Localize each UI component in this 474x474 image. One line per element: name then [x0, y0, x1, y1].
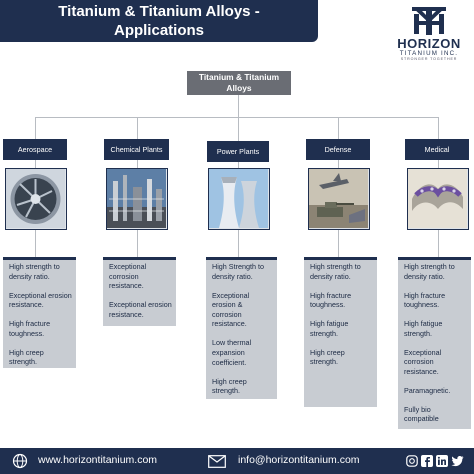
property-list-medical [398, 257, 471, 429]
connector-power-list [238, 230, 239, 257]
military-vehicles-icon [308, 168, 370, 230]
list-item: Fully bio compatible [404, 404, 439, 424]
list-item: High fatigue strength. [404, 319, 443, 338]
list-item: High creep strength. [310, 347, 345, 367]
list-item: Exceptional corrosion resistance. [109, 262, 147, 291]
list-item: Exceptional corrosion resistance. [404, 347, 442, 376]
connector-power [238, 117, 239, 141]
list-item: High fatigue strength. [310, 319, 349, 338]
list-item: High strength to density ratio. [310, 262, 361, 281]
website-link[interactable]: www.horizontitanium.com [38, 454, 158, 466]
title-line-2: Applications [113, 22, 204, 39]
twitter-icon[interactable] [451, 455, 463, 467]
connector-chemical [137, 117, 138, 139]
list-item: High fracture toughness. [404, 290, 446, 310]
property-list-aerospace [3, 257, 76, 368]
connector-medical-photo [438, 160, 439, 168]
list-item: High strength to density ratio. [9, 262, 60, 281]
property-list-chemical-plants [103, 257, 176, 326]
list-item: Low thermal expansion coefficient. [212, 338, 252, 367]
facebook-icon[interactable] [421, 455, 433, 467]
logo-monogram-icon [409, 6, 449, 36]
footer-bar [0, 448, 474, 474]
connector-root [238, 95, 239, 117]
list-item: High Strength to density ratio. [212, 262, 264, 281]
list-item: High strength to density ratio. [404, 262, 455, 281]
category-label-chemical-plants: Chemical Plants [104, 139, 169, 160]
root-node [187, 71, 291, 95]
logo-tagline: STRONGER TOGETHER [400, 57, 458, 61]
company-logo [386, 6, 472, 64]
email-link[interactable]: info@horizontitanium.com [238, 454, 360, 466]
connector-medical [438, 117, 439, 139]
jet-engine-icon [5, 168, 67, 230]
connector-aerospace [35, 117, 36, 139]
connector-defense [338, 117, 339, 139]
root-line-2: Alloys [226, 83, 252, 93]
category-label-medical: Medical [405, 139, 469, 160]
connector-horizontal [35, 117, 439, 118]
list-item: Exceptional erosion & corrosion resistance. [212, 290, 250, 329]
mail-icon [208, 455, 226, 468]
category-label-power-plants: Power Plants [207, 141, 269, 162]
list-item: High fracture toughness. [9, 319, 51, 338]
connector-chemical-photo [137, 160, 138, 168]
medical-implant-icon [407, 168, 469, 230]
title-banner [0, 0, 318, 42]
list-item: Paramagnetic. [404, 385, 451, 395]
root-line-1: Titanium & Titanium [198, 72, 280, 82]
logo-subtitle: TITANIUM INC. [399, 50, 459, 57]
list-item: High creep strength. [212, 376, 247, 396]
globe-icon [12, 453, 28, 469]
category-label-aerospace: Aerospace [3, 139, 67, 160]
connector-aerospace-photo [35, 160, 36, 168]
connector-aerospace-list [35, 230, 36, 257]
list-item: High fracture toughness. [310, 290, 352, 310]
connector-medical-list [438, 230, 439, 257]
list-item: Exceptional erosion resistance. [9, 290, 72, 310]
category-label-defense: Defense [306, 139, 370, 160]
list-item: Exceptional erosion resistance. [109, 300, 172, 319]
power-plant-icon [208, 168, 270, 230]
connector-chemical-list [137, 230, 138, 257]
linkedin-icon[interactable] [436, 455, 448, 467]
title-line-1: Titanium & Titanium Alloys - [58, 3, 260, 20]
property-list-power-plants [206, 257, 277, 399]
logo-name: HORIZON [397, 36, 461, 51]
list-item: High creep strength. [9, 347, 44, 367]
instagram-icon[interactable] [406, 455, 418, 467]
property-list-defense [304, 257, 377, 407]
chemical-plant-icon [106, 168, 168, 230]
connector-defense-photo [338, 160, 339, 168]
connector-defense-list [338, 230, 339, 257]
